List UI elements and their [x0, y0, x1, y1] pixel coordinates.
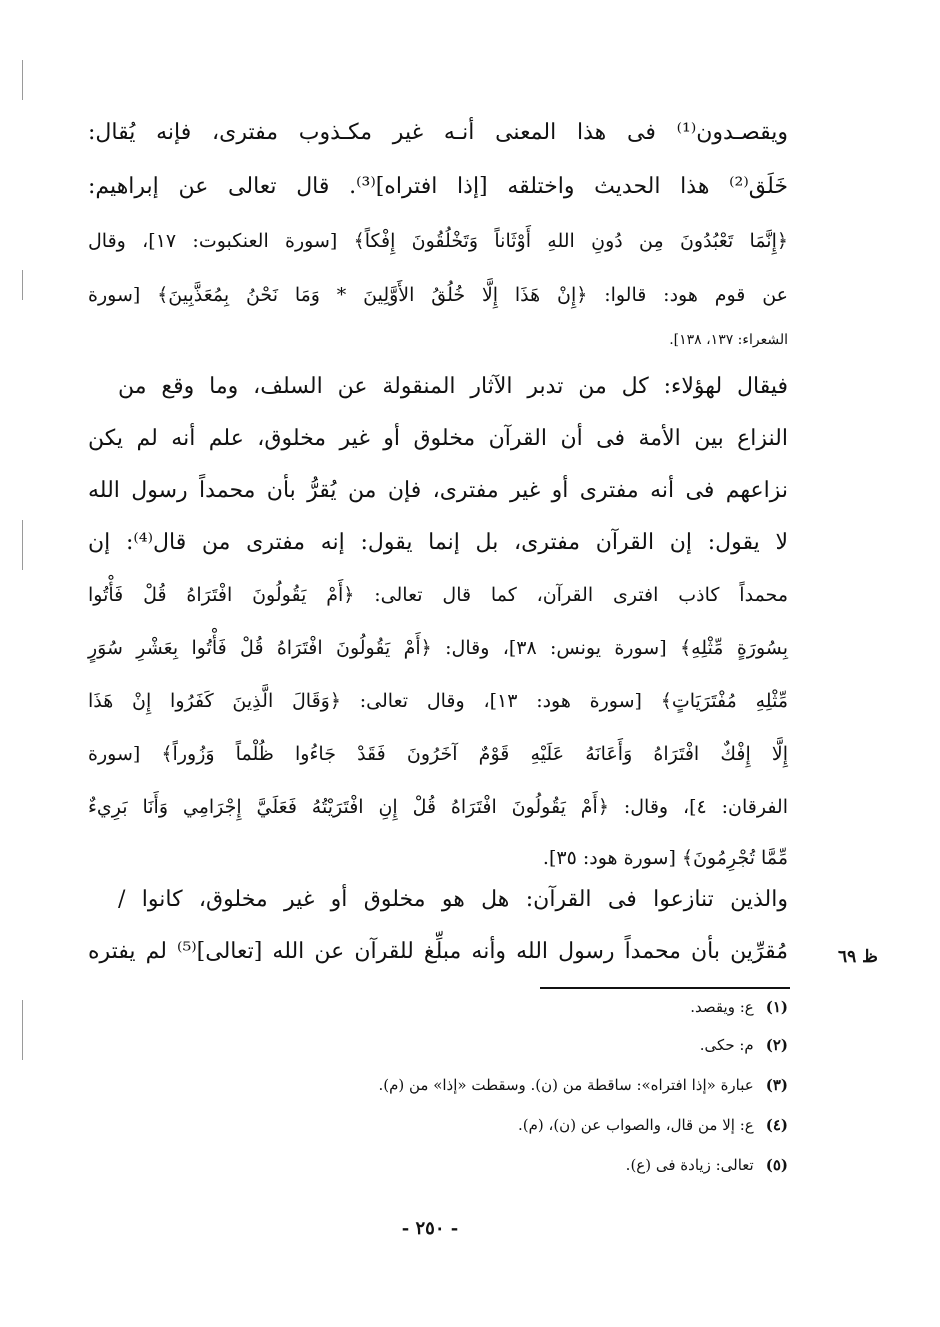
footnote-separator: [540, 987, 790, 989]
footnote: [626, 1154, 788, 1176]
text-line: نزاعهم فى أنه مفترى أو غير مفترى، فإن من يُقرُّ بأن محمداً رسول الله: [88, 478, 788, 503]
paragraph-start-line: فيقال لهؤلاء: كل من تدبر الآثار المنقولة عن السلف، وما وقع من: [118, 374, 788, 399]
text-line: الفرقان: ٤]، وقال: ﴿أَمْ يَقُولُونَ افْتَرَاهُ قُلْ إِنِ افْتَرَيْتُهُ فَعَلَيَّ إِجْرَامِي وَأَنَا بَرِيءٌ: [88, 796, 789, 818]
binding-mark: [22, 1000, 23, 1060]
footnote-text: ع: ويقصد.: [690, 998, 754, 1016]
paragraph-start-line: والذين تنازعوا فى القرآن: هل هو مخلوق أو غير مخلوق، كانوا /: [118, 887, 788, 912]
text-line: ويقصـدون⁽¹⁾ فى هذا المعنى أنـه غير مكـذوب مفترى، فإنه يُقال:: [88, 120, 788, 145]
text-line: عن قوم هود: قالوا: ﴿إِنْ هَذَا إِلَّا خُلُقُ الأَوَّلِينَ * وَمَا نَحْنُ بِمُعَذَّبِينَ﴾ [سورة: [88, 284, 788, 306]
footnote: [378, 1074, 788, 1096]
footnote-number: (٥): [765, 1156, 788, 1174]
footnote-text: ع: إلا من قال، والصواب عن (ن)، (م).: [517, 1116, 754, 1134]
footnote: [690, 996, 788, 1018]
text-line: النزاع بين الأمة فى أن القرآن مخلوق أو غير مخلوق، علم أنه لم يكن: [88, 426, 788, 451]
text-line: مُقرِّين بأن محمداً رسول الله وأنه مبلِّغ للقرآن عن الله [تعالى]⁽⁵⁾ لم يفتره: [88, 939, 788, 964]
footnote-number: (٤): [765, 1116, 788, 1134]
text-line: مِّمَّا تُجْرِمُونَ﴾ [سورة هود: ٣٥].: [542, 847, 788, 869]
page-number: - ٢٥٠ -: [401, 1218, 459, 1239]
text-line: مِّثْلِهِ مُفْتَرَيَاتٍ﴾ [سورة هود: ١٣]، وقال تعالى: ﴿وَقَالَ الَّذِينَ كَفَرُوا إِنْ هَذَا: [88, 690, 788, 712]
footnote: [518, 1114, 788, 1136]
text-line: خَلَق⁽²⁾ هذا الحديث واختلقه [إذا افتراه]⁽³⁾. قال تعالى عن إبراهيم:: [88, 174, 788, 199]
binding-mark: [22, 520, 23, 570]
footnote-text: م: حكى.: [699, 1036, 754, 1054]
text-line: لا يقول: إن القرآن مفترى، بل إنما يقول: إنه مفترى من قال⁽⁴⁾: إن: [88, 530, 788, 555]
footnote-text: تعالى: زيادة فى (ع).: [625, 1156, 754, 1174]
manuscript-folio-marker: ظ ٦٩: [838, 947, 878, 967]
text-line: الشعراء: ١٣٧، ١٣٨].: [669, 332, 788, 348]
footnote-number: (٢): [765, 1036, 788, 1054]
binding-mark: [22, 270, 23, 300]
footnote: [700, 1034, 788, 1056]
text-line: محمداً كاذب افترى القرآن، كما قال تعالى: ﴿أَمْ يَقُولُونَ افْتَرَاهُ قُلْ فَأْتُوا: [88, 584, 788, 606]
binding-mark: [22, 60, 23, 100]
text-line: ﴿إِنَّمَا تَعْبُدُونَ مِن دُونِ اللهِ أَوْثَاناً وَتَخْلُقُونَ إِفْكاً﴾ [سورة العنكبوت: ١٧]، وقال: [88, 230, 788, 252]
footnote-number: (١): [765, 998, 788, 1016]
text-line: إِلَّا إِفْكٌ افْتَرَاهُ وَأَعَانَهُ عَلَيْهِ قَوْمٌ آخَرُونَ فَقَدْ جَاءُوا ظُلْماً وَزُوراً﴾ [سورة: [88, 743, 788, 765]
footnote-number: (٣): [765, 1076, 788, 1094]
footnote-text: عبارة «إذا افتراه»: ساقطة من (ن). وسقطت «إذا» من (م).: [378, 1076, 754, 1094]
text-line: بِسُورَةٍ مِّثْلِهِ﴾ [سورة يونس: ٣٨]، وقال: ﴿أَمْ يَقُولُونَ افْتَرَاهُ قُلْ فَأْتُوا بِعَشْرِ سُوَرٍ: [88, 637, 788, 659]
